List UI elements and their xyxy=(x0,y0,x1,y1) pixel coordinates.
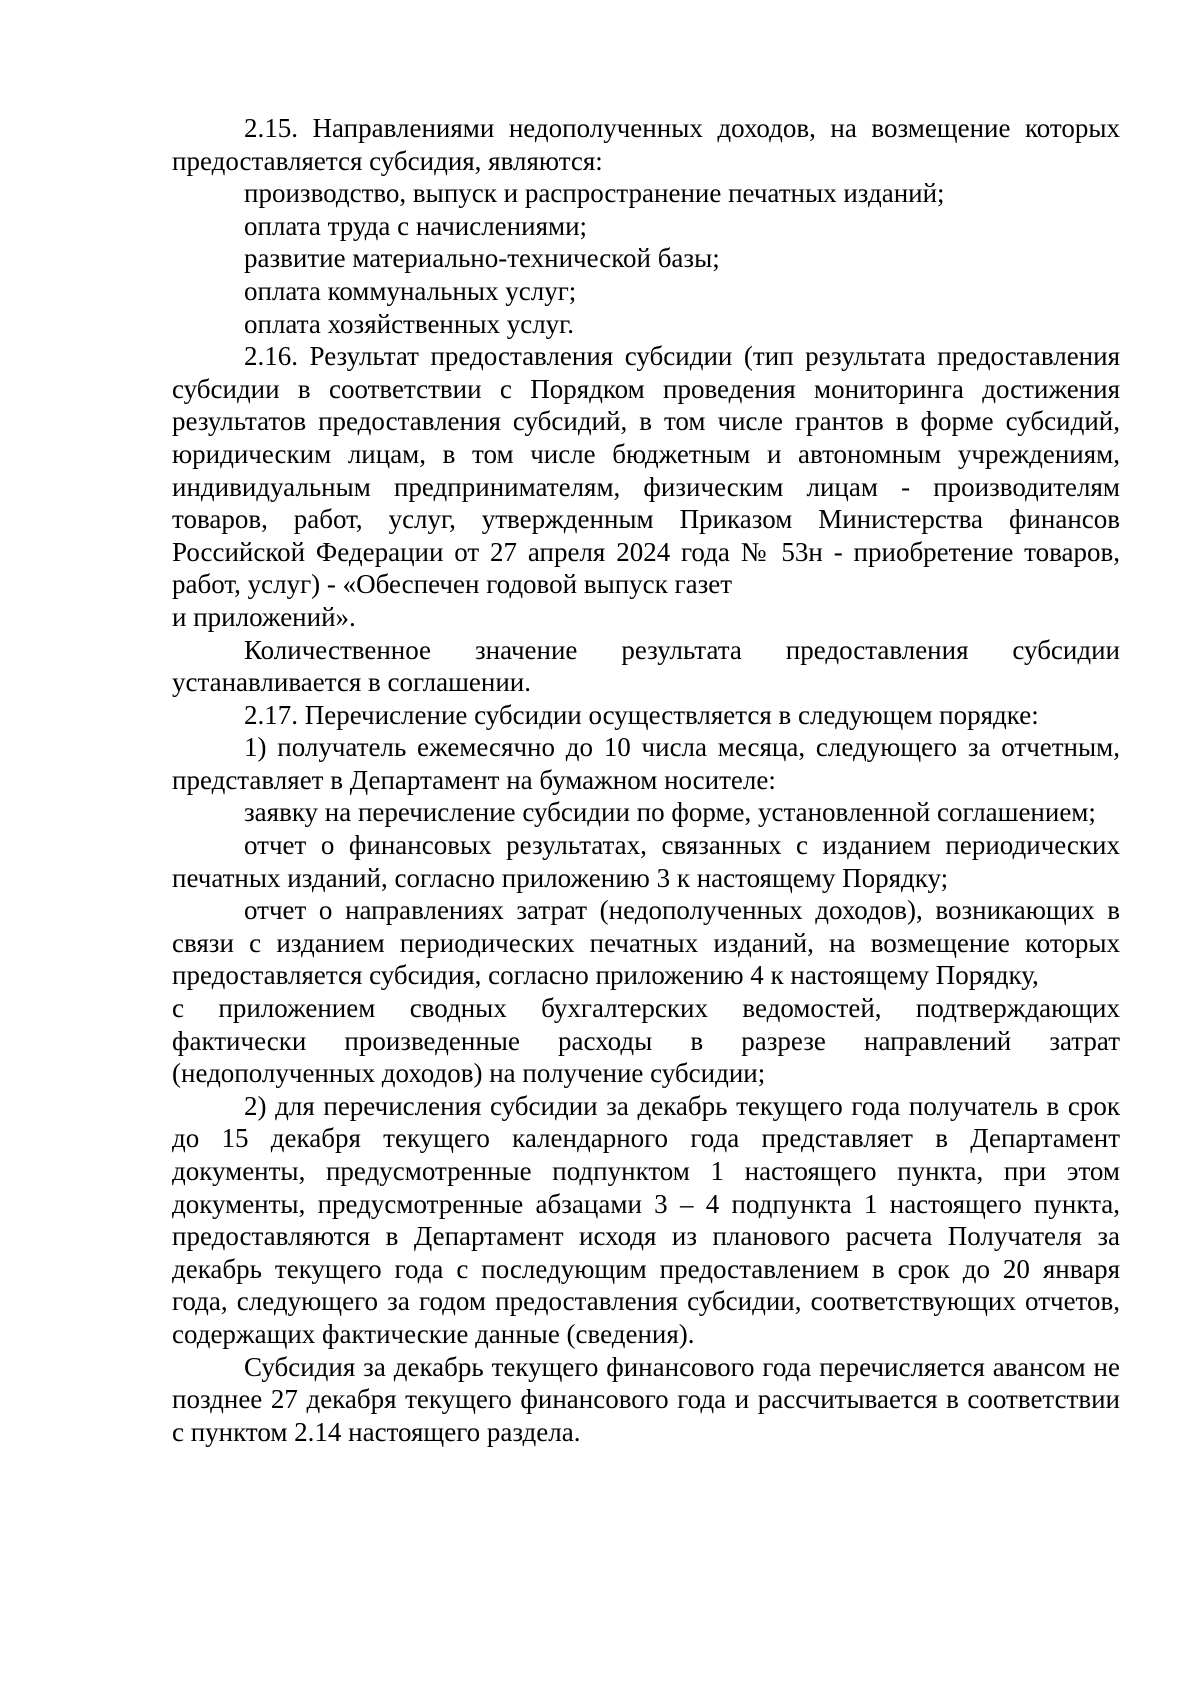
paragraph-2-16: 2.16. Результат предоставления субсидии (тип результата предоставления субсидии в соответствии с Порядком проведения мониторинга достижения результатов предоставления субсидий, в том числе грантов в форме субсидий, юридическим лицам, в том числе бюджетным и автономным учреждениям, индивидуальным предпринимателям, физическим лицам - производителям товаров, работ, услуг, утвержденным Приказом Министерства финансов Российской Федерации от 27 апреля 2024 года № 53н - приобретение товаров, работ, услуг) - «Обеспечен годовой выпуск газет xyxy=(172,341,1120,600)
list-item-utilities: оплата коммунальных услуг; xyxy=(244,275,577,306)
paragraph-attachment: с приложением сводных бухгалтерских ведомостей, подтверждающих фактически произведенные расходы в разрезе направлений затрат (недополученных доходов) на получение субсидии; xyxy=(172,993,1120,1089)
paragraph-december-subsidy: Субсидия за декабрь текущего финансового года перечисляется авансом не позднее 27 декабря текущего финансового года и рассчитывается в соответствии с пунктом 2.14 настоящего раздела. xyxy=(172,1351,1120,1447)
paragraph-2-15: 2.15. Направлениями недополученных доходов, на возмещение которых предоставляется субсидия, являются: xyxy=(172,113,1120,176)
paragraph-financial-report: отчет о финансовых результатах, связанных с изданием периодических печатных изданий, согласно приложению 3 к настоящему Порядку; xyxy=(172,830,1120,893)
paragraph-item-2: 2) для перечисления субсидии за декабрь текущего года получатель в срок до 15 декабря текущего календарного года представляет в Департамент документы, предусмотренные подпунктом 1 настоящего пункта, при этом документы, предусмотренные абзацами 3 – 4 подпункта 1 настоящего пункта, предоставляются в Департамент исходя из планового расчета Получателя за декабрь текущего года с последующим предоставлением в срок до 20 января года, следующего за годом предоставления субсидии, соответствующих отчетов, содержащих фактические данные (сведения). xyxy=(172,1090,1120,1349)
paragraph-expense-report: отчет о направлениях затрат (недополученных доходов), возникающих в связи с изданием периодических печатных изданий, на возмещение которых предоставляется субсидия, согласно приложению 4 к настоящему Порядку, xyxy=(172,895,1120,991)
paragraph-item-1: 1) получатель ежемесячно до 10 числа месяца, следующего за отчетным, представляет в Департамент на бумажном носителе: xyxy=(172,732,1120,795)
list-item-printing: производство, выпуск и распространение печатных изданий; xyxy=(244,178,945,209)
paragraph-2-17: 2.17. Перечисление субсидии осуществляется в следующем порядке: xyxy=(244,699,1039,730)
paragraph-application: заявку на перечисление субсидии по форме, установленной соглашением; xyxy=(244,797,1096,828)
paragraph-2-16-continuation: и приложений». xyxy=(172,601,356,632)
list-item-labor: оплата труда с начислениями; xyxy=(244,210,588,241)
document-page xyxy=(172,112,1120,1448)
list-item-material-base: развитие материально-технической базы; xyxy=(244,243,720,274)
paragraph-quantity-value: Количественное значение результата предоставления субсидии устанавливается в соглашении. xyxy=(172,634,1120,698)
list-item-household-services: оплата хозяйственных услуг. xyxy=(244,308,574,339)
